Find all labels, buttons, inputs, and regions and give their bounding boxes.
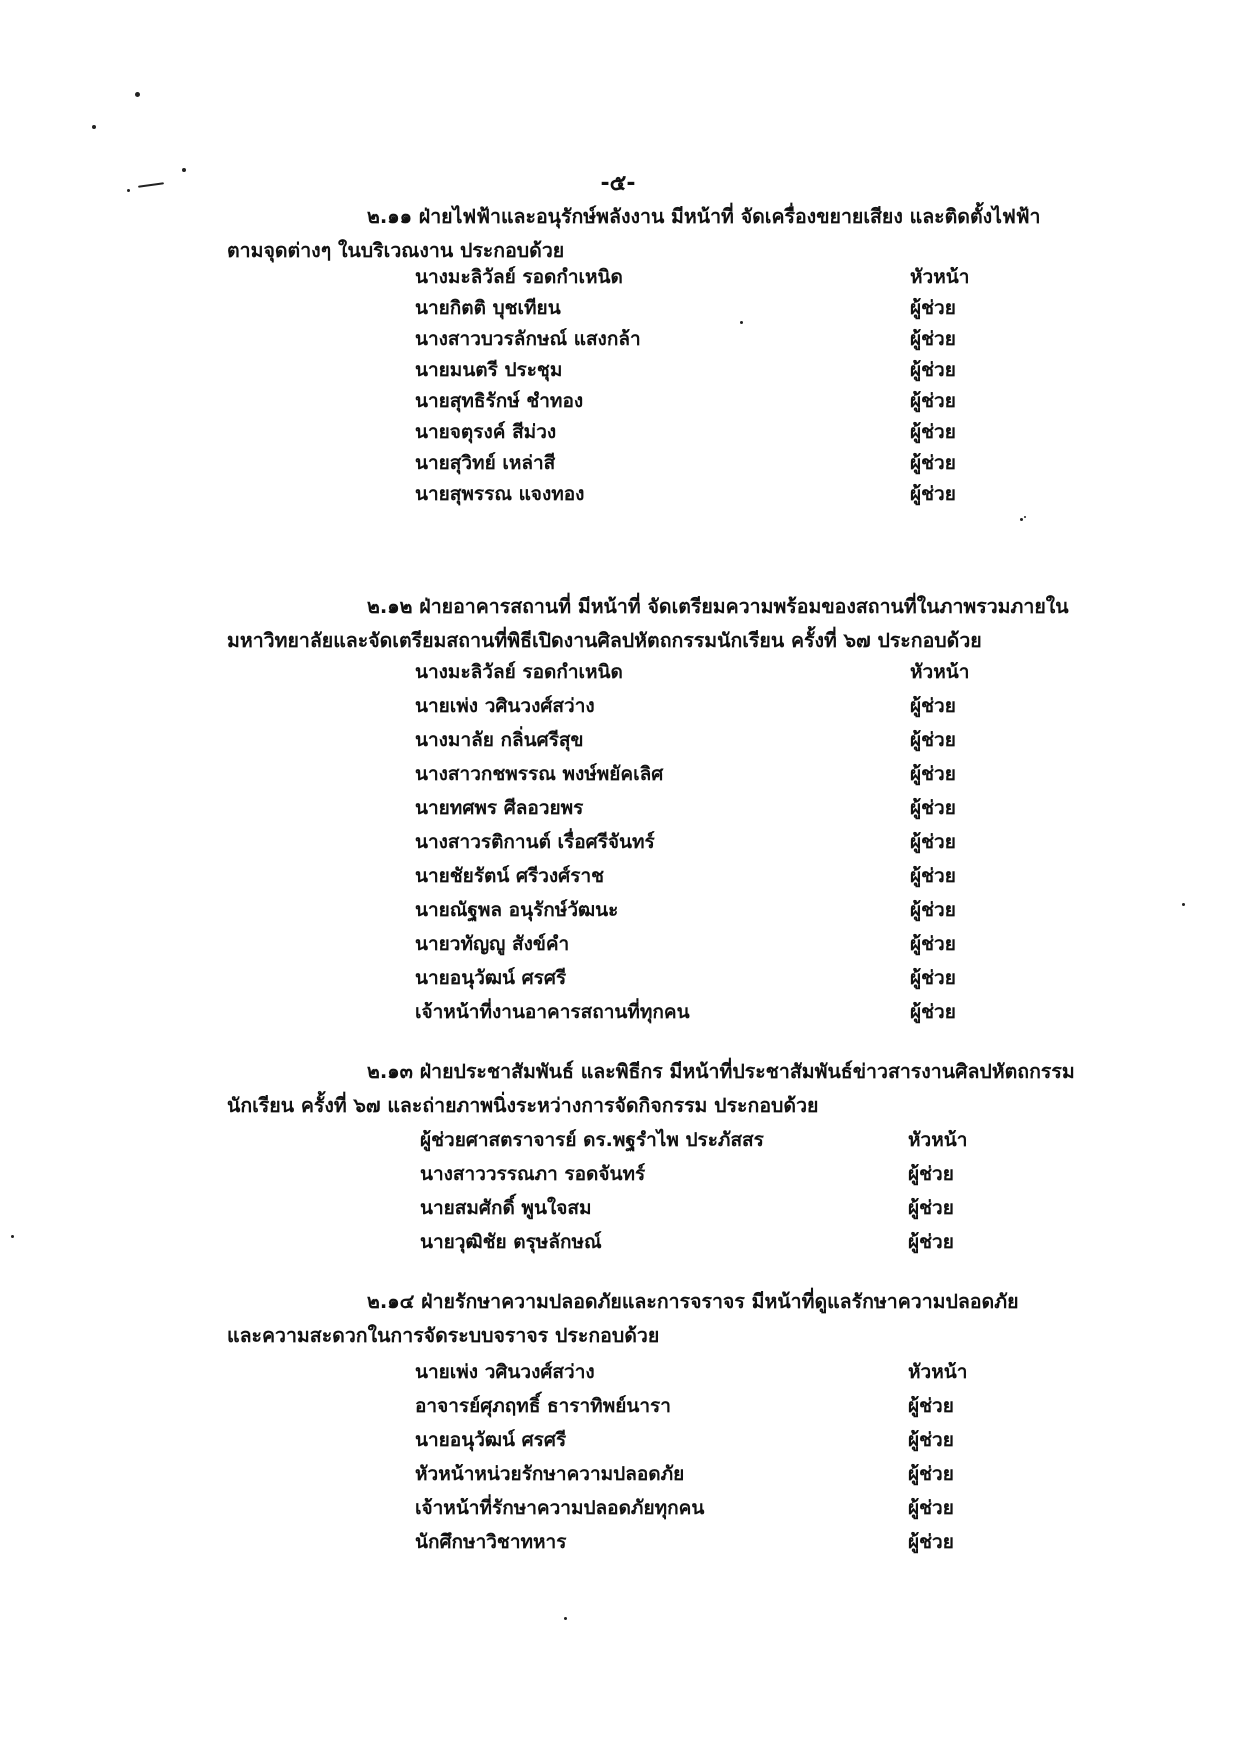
member-role: ผู้ช่วย [910,729,956,751]
member-role: ผู้ช่วย [910,967,956,989]
member-role: ผู้ช่วย [910,831,956,853]
scan-speck [182,168,186,172]
scan-speck [1024,516,1026,518]
member-name: นายชัยรัตน์ ศรีวงศ์ราช [415,865,605,887]
member-name: นายเพ่ง วศินวงศ์สว่าง [415,1361,595,1383]
section-heading-line1: ๒.๑๔ ฝ่ายรักษาความปลอดภัยและการจราจร มีหน้าที่ดูแลรักษาความปลอดภัย [367,1290,1019,1313]
member-name: หัวหน้าหน่วยรักษาความปลอดภัย [415,1463,685,1485]
member-name: นางสาวรติกานต์ เรื่อศรีจันทร์ [415,831,655,853]
member-name: นายณัฐพล อนุรักษ์วัฒนะ [415,899,619,921]
section-heading-line2: ตามจุดต่างๆ ในบริเวณงาน ประกอบด้วย [227,239,565,262]
member-role: ผู้ช่วย [908,1231,954,1253]
member-role: หัวหน้า [908,1361,968,1383]
member-role: ผู้ช่วย [910,797,956,819]
member-role: ผู้ช่วย [910,865,956,887]
member-name: นางมะลิวัลย์ รอดกำเหนิด [415,661,623,683]
member-role: ผู้ช่วย [908,1463,954,1485]
member-role: หัวหน้า [910,266,970,288]
member-role: ผู้ช่วย [908,1497,954,1519]
scan-speck [11,1235,14,1238]
scan-speck [740,321,743,324]
member-name: นายมนตรี ประชุม [415,359,563,381]
member-name: นายสุพรรณ แจงทอง [415,483,585,505]
section-heading-line2: นักเรียน ครั้งที่ ๖๗ และถ่ายภาพนิ่งระหว่างการจัดกิจกรรม ประกอบด้วย [227,1094,819,1117]
member-name: นายทศพร ศีลอวยพร [415,797,584,819]
section-heading-line2: มหาวิทยาลัยและจัดเตรียมสถานที่พิธีเปิดงานศิลปหัตถกรรมนักเรียน ครั้งที่ ๖๗ ประกอบด้วย [227,629,982,652]
member-role: ผู้ช่วย [908,1197,954,1219]
member-role: ผู้ช่วย [910,899,956,921]
member-name: นายสุทธิรักษ์ ชำทอง [415,390,584,412]
member-role: ผู้ช่วย [910,933,956,955]
scan-speck [1020,518,1023,521]
member-name: นายอนุวัฒน์ ศรศรี [415,967,567,989]
member-name: เจ้าหน้าที่รักษาความปลอดภัยทุกคน [415,1497,705,1519]
member-role: ผู้ช่วย [910,390,956,412]
member-name: นายกิตติ บุชเทียน [415,297,561,319]
page-number: -๕- [600,171,636,196]
section-heading-line1: ๒.๑๑ ฝ่ายไฟฟ้าและอนุรักษ์พลังงาน มีหน้าที่ จัดเครื่องขยายเสียง และติดตั้งไฟฟ้า [367,205,1041,228]
member-name: นายสุวิทย์ เหล่าสี [415,452,556,474]
member-role: ผู้ช่วย [908,1395,954,1417]
member-role: ผู้ช่วย [910,359,956,381]
member-role: ผู้ช่วย [910,328,956,350]
member-name: นักศึกษาวิชาทหาร [415,1531,567,1553]
member-role: ผู้ช่วย [910,297,956,319]
member-name: นางมาลัย กลิ่นศรีสุข [415,729,584,751]
member-role: ผู้ช่วย [910,695,956,717]
scan-speck [135,92,140,97]
member-name: นายวุฒิชัย ตรุษลักษณ์ [420,1231,602,1253]
member-role: ผู้ช่วย [910,763,956,785]
section-2-11-heading [227,200,1097,268]
section-heading-line2: และความสะดวกในการจัดระบบจราจร ประกอบด้วย [227,1324,660,1347]
member-name: ผู้ช่วยศาสตราจารย์ ดร.พฐรำไพ ประภัสสร [420,1129,764,1151]
member-name: เจ้าหน้าที่งานอาคารสถานที่ทุกคน [415,1001,690,1023]
member-name: นางสาวบวรลักษณ์ แสงกล้า [415,328,641,350]
member-role: ผู้ช่วย [910,452,956,474]
section-heading-line1: ๒.๑๒ ฝ่ายอาคารสถานที่ มีหน้าที่ จัดเตรียมความพร้อมของสถานที่ในภาพรวมภายใน [367,595,1069,618]
scan-speck [1182,903,1185,906]
member-name: นางสาววรรณภา รอดจันทร์ [420,1163,646,1185]
scan-speck [127,189,130,192]
member-role: ผู้ช่วย [908,1429,954,1451]
section-heading-line1: ๒.๑๓ ฝ่ายประชาสัมพันธ์ และพิธีกร มีหน้าที่ประชาสัมพันธ์ข่าวสารงานศิลปหัตถกรรม [367,1060,1075,1083]
member-name: นายอนุวัฒน์ ศรศรี [415,1429,567,1451]
member-role: หัวหน้า [910,661,970,683]
section-2-13-heading [227,1055,1097,1123]
member-role: ผู้ช่วย [908,1531,954,1553]
member-role: ผู้ช่วย [910,1001,956,1023]
section-2-14-heading [227,1285,1097,1353]
member-role: หัวหน้า [908,1129,968,1151]
scan-speck [92,125,96,129]
member-name: นายเพ่ง วศินวงศ์สว่าง [415,695,595,717]
member-role: ผู้ช่วย [908,1163,954,1185]
member-name: อาจารย์ศุภฤทธิ์ ธาราทิพย์นารา [415,1395,671,1417]
member-name: นายสมศักดิ์ พูนใจสม [420,1197,592,1219]
member-role: ผู้ช่วย [910,421,956,443]
section-2-12-heading [227,590,1097,658]
member-role: ผู้ช่วย [910,483,956,505]
member-name: นางสาวกชพรรณ พงษ์พยัคเลิศ [415,763,664,785]
member-name: นางมะลิวัลย์ รอดกำเหนิด [415,266,623,288]
scan-speck [564,1617,567,1620]
member-name: นายจตุรงค์ สีม่วง [415,421,557,443]
member-name: นายวทัญญู สังข์คำ [415,933,570,955]
